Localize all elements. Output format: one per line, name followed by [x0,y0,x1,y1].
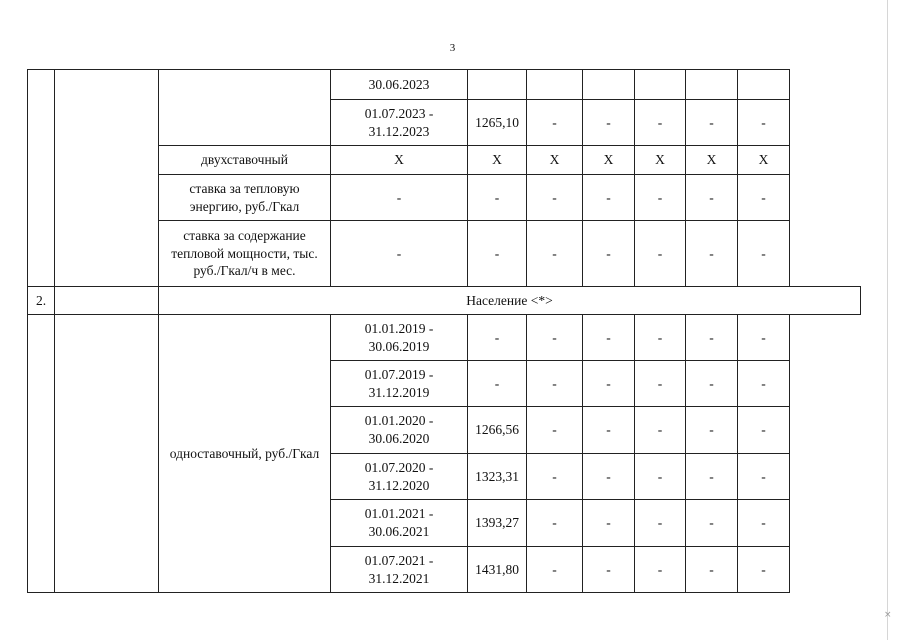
dash-cell: - [686,175,738,221]
value-cell: - [468,315,527,361]
tariff-type-label: двухставочный [159,146,331,175]
dash-cell: - [527,547,583,593]
scan-edge-line [887,0,888,640]
dash-cell: - [686,500,738,547]
dash-cell: - [583,361,635,407]
consumer-cell [55,315,159,593]
dash-cell: - [635,100,686,146]
period-cell: 01.07.2021 - 31.12.2021 [331,547,468,593]
dash-cell: - [738,500,790,547]
dash-cell: - [583,221,635,287]
section-row [28,287,861,315]
dash-cell: - [331,221,468,287]
period-cell: 01.01.2019 - 30.06.2019 [331,315,468,361]
dash-cell: - [686,100,738,146]
dash-cell: - [686,221,738,287]
period-cell: 01.07.2020 - 31.12.2020 [331,454,468,500]
dash-cell: - [527,407,583,454]
tariff-type-cell [159,70,331,146]
dash-cell: - [738,175,790,221]
x-cell: X [738,146,790,175]
value-cell: 1265,10 [468,100,527,146]
dash-cell: - [583,100,635,146]
dash-cell: - [635,221,686,287]
dash-cell: - [468,175,527,221]
num-cell [28,70,55,287]
section-title: Население <*> [159,287,861,315]
energy-rate-label: ставка за тепловую энергию, руб./Гкал [159,175,331,221]
dash-cell: - [635,547,686,593]
dash-cell [738,70,790,100]
value-cell: - [468,361,527,407]
value-cell: 1323,31 [468,454,527,500]
section-blank-cell [55,287,159,315]
dash-cell: - [527,500,583,547]
dash-cell: - [686,361,738,407]
dash-cell: - [635,315,686,361]
table-row [28,70,861,100]
dash-cell: - [686,454,738,500]
x-cell: X [331,146,468,175]
dash-cell: - [468,221,527,287]
period-cell: 01.07.2023 - 31.12.2023 [331,100,468,146]
dash-cell: - [738,454,790,500]
dash-cell: - [583,175,635,221]
dash-cell: - [738,547,790,593]
dash-cell [635,70,686,100]
dash-cell [686,70,738,100]
period-cell: 01.07.2019 - 31.12.2019 [331,361,468,407]
dash-cell: - [583,547,635,593]
capacity-rate-label: ставка за содержание тепловой мощности, тыс. руб./Гкал/ч в мес. [159,221,331,287]
x-cell: X [468,146,527,175]
dash-cell: - [635,407,686,454]
dash-cell: - [738,315,790,361]
dash-cell [527,70,583,100]
dash-cell: - [738,221,790,287]
section-number: 2. [28,287,55,315]
dash-cell: - [527,315,583,361]
dash-cell: - [527,221,583,287]
dash-cell: - [527,175,583,221]
dash-cell: - [527,454,583,500]
dash-cell: - [738,361,790,407]
num-cell [28,315,55,593]
page-number: 3 [449,42,456,54]
dash-cell: - [583,407,635,454]
period-cell: 30.06.2023 [331,70,468,100]
period-cell: 01.01.2020 - 30.06.2020 [331,407,468,454]
dash-cell: - [583,500,635,547]
value-cell [468,70,527,100]
dash-cell: - [527,361,583,407]
dash-cell: - [635,454,686,500]
tariff-table [27,69,861,593]
x-cell: X [686,146,738,175]
consumer-cell [55,70,159,287]
dash-cell: - [686,315,738,361]
dash-cell [583,70,635,100]
value-cell: 1266,56 [468,407,527,454]
dash-cell: - [738,100,790,146]
x-cell: X [583,146,635,175]
dash-cell: - [738,407,790,454]
dash-cell: - [583,454,635,500]
one-part-label: одноставочный, руб./Гкал [159,315,331,593]
dash-cell: - [527,100,583,146]
dash-cell: - [686,547,738,593]
x-cell: X [527,146,583,175]
dash-cell: - [583,315,635,361]
value-cell: 1393,27 [468,500,527,547]
dash-cell: - [635,175,686,221]
period-cell: 01.01.2021 - 30.06.2021 [331,500,468,547]
dash-cell: - [686,407,738,454]
x-cell: X [635,146,686,175]
scan-edge-mark: × [884,610,892,620]
table-row [28,315,861,361]
value-cell: 1431,80 [468,547,527,593]
dash-cell: - [635,500,686,547]
dash-cell: - [635,361,686,407]
dash-cell: - [331,175,468,221]
